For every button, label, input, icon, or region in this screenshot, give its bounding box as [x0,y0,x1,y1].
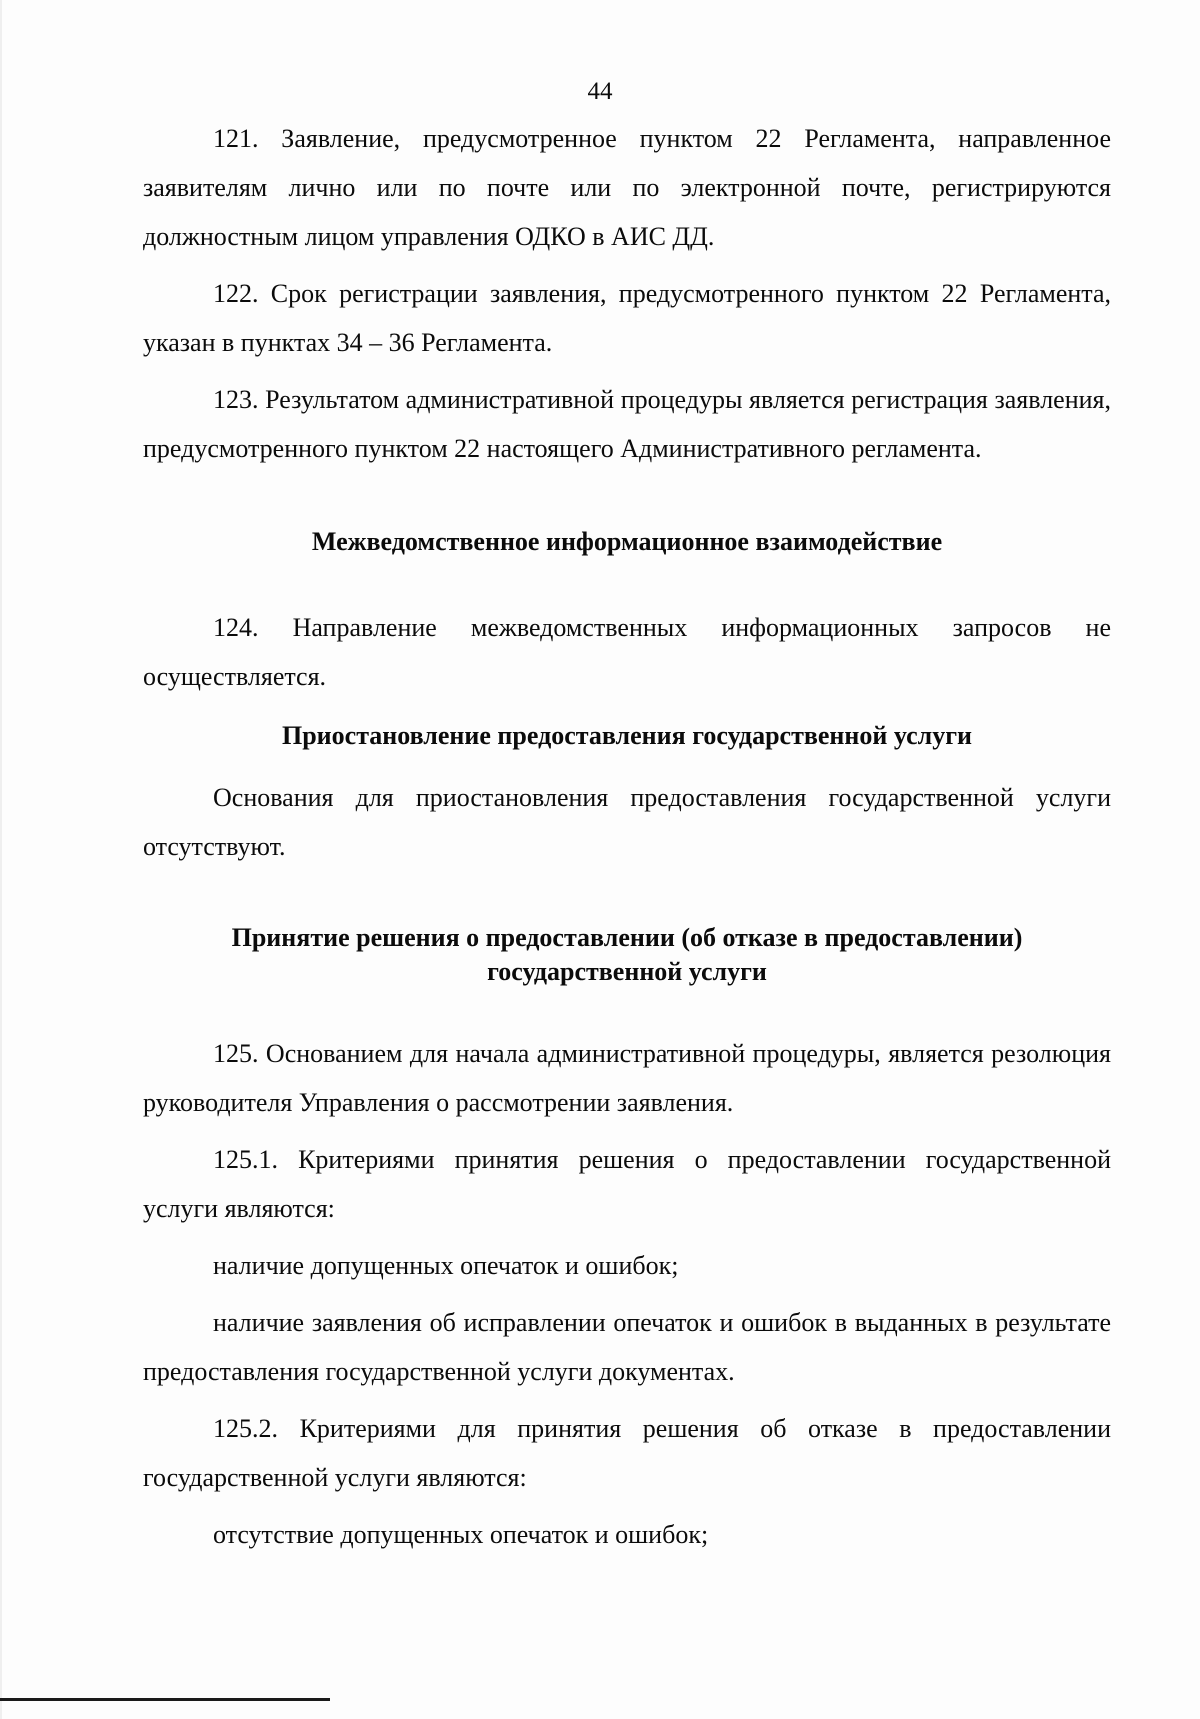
footer-rule [0,1698,330,1701]
paragraph-122: 122. Срок регистрации заявления, предусмотренного пунктом 22 Регламента, указан в пунктах 34 – 36 Регламента. [143,279,1111,357]
paragraph-suspension-grounds: Основания для приостановления предоставления государственной услуги отсутствуют. [143,783,1111,861]
paragraph-125: 125. Основанием для начала административной процедуры, является резолюция руководителя Управления о рассмотрении заявления. [143,1039,1111,1117]
section-heading-decision-line1: Принятие решения о предоставлении (об отказе в предоставлении) [231,923,1023,952]
scan-edge [0,0,2,1719]
page-number: 44 [587,78,613,105]
list-item-errors-absent: отсутствие допущенных опечаток и ошибок; [213,1520,709,1549]
paragraph-125-1: 125.1. Критериями принятия решения о предоставлении государственной услуги являются: [143,1145,1111,1223]
list-item-correction-request: наличие заявления об исправлении опечаток и ошибок в выданных в результате предоставления государственной услуги документах. [143,1308,1111,1386]
document-body [143,114,1111,1559]
section-heading-decision [143,921,1111,989]
section-heading-decision-line2: государственной услуги [487,957,767,986]
paragraph-121: 121. Заявление, предусмотренное пунктом 22 Регламента, направленное заявителям лично или по почте или по электронной почте, регистрируются должностным лицом управления ОДКО в АИС ДД. [143,124,1111,251]
list-item-errors-present: наличие допущенных опечаток и ошибок; [213,1251,679,1280]
paragraph-123: 123. Результатом административной процедуры является регистрация заявления, предусмотренного пунктом 22 настоящего Административного регламента. [143,385,1111,463]
section-heading-interagency: Межведомственное информационное взаимодействие [311,527,943,556]
paragraph-125-2: 125.2. Критериями для принятия решения об отказе в предоставлении государственной услуги являются: [143,1414,1111,1492]
section-heading-suspension: Приостановление предоставления государственной услуги [281,721,972,750]
paragraph-124: 124. Направление межведомственных информационных запросов не осуществляется. [143,613,1111,691]
